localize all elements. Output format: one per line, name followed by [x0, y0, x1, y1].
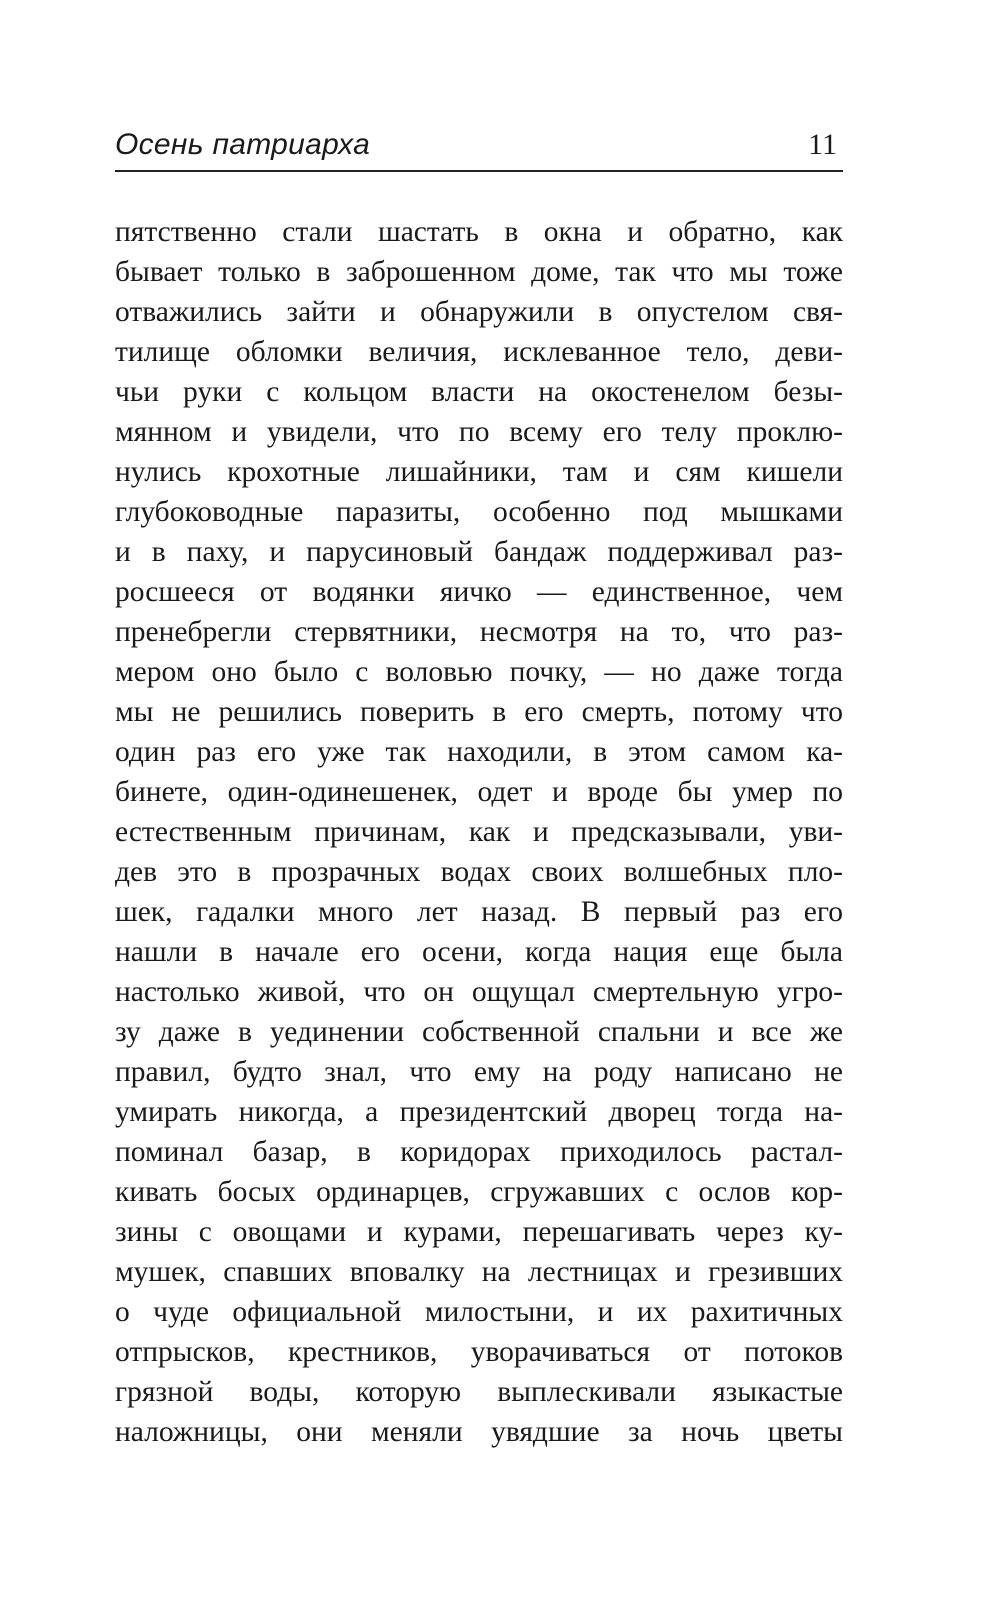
text-line: отважились зайти и обнаружили в опустелом свя-	[115, 296, 843, 328]
text-line: нулись крохотные лишайники, там и сям кишели	[115, 456, 843, 488]
text-line: грязной воды, которую выплескивали языкастые	[115, 1376, 843, 1408]
text-line: бывает только в заброшенном доме, так что мы тоже	[115, 256, 843, 288]
text-line: мушек, спавших вповалку на лестницах и грезивших	[115, 1256, 843, 1288]
running-header	[115, 124, 843, 172]
page-number: 11	[808, 128, 837, 161]
text-line: умирать никогда, а президентский дворец тогда на-	[115, 1096, 843, 1128]
text-line: шек, гадалки много лет назад. В первый раз его	[115, 896, 843, 928]
text-line: отпрысков, крестников, уворачиваться от потоков	[115, 1336, 843, 1368]
body-text	[115, 212, 843, 1452]
text-line: мером оно было с воловью почку, — но даже тогда	[115, 656, 843, 688]
text-line: настолько живой, что он ощущал смертельную угро-	[115, 976, 843, 1008]
text-line: кивать босых ординарцев, сгружавших с ослов кор-	[115, 1176, 843, 1208]
text-line: один раз его уже так находили, в этом самом ка-	[115, 736, 843, 768]
text-line: зу даже в уединении собственной спальни и все же	[115, 1016, 843, 1048]
text-line: естественным причинам, как и предсказывали, уви-	[115, 816, 843, 848]
text-line: мы не решились поверить в его смерть, потому что	[115, 696, 843, 728]
text-line: тилище обломки величия, исклеванное тело, деви-	[115, 336, 843, 368]
text-line: правил, будто знал, что ему на роду написано не	[115, 1056, 843, 1088]
text-line: пятственно стали шастать в окна и обратно, как	[115, 216, 843, 248]
text-line: наложницы, они меняли увядшие за ночь цветы	[115, 1416, 843, 1448]
text-line: бинете, один-одинешенек, одет и вроде бы умер по	[115, 776, 843, 808]
text-line: пренебрегли стервятники, несмотря на то, что раз-	[115, 616, 843, 648]
book-title: Осень патриарха	[115, 128, 371, 161]
text-line: мянном и увидели, что по всему его телу проклю-	[115, 416, 843, 448]
text-line: глубоководные паразиты, особенно под мышками	[115, 496, 843, 528]
text-line: нашли в начале его осени, когда нация еще была	[115, 936, 843, 968]
text-line: чьи руки с кольцом власти на окостенелом безы-	[115, 376, 843, 408]
text-line: поминал базар, в коридорах приходилось растал-	[115, 1136, 843, 1168]
text-line: дев это в прозрачных водах своих волшебных пло-	[115, 856, 843, 888]
text-line: росшееся от водянки яичко — единственное, чем	[115, 576, 843, 608]
text-line: зины с овощами и курами, перешагивать через ку-	[115, 1216, 843, 1248]
text-line: о чуде официальной милостыни, и их рахитичных	[115, 1296, 843, 1328]
text-line: и в паху, и парусиновый бандаж поддерживал раз-	[115, 536, 843, 568]
